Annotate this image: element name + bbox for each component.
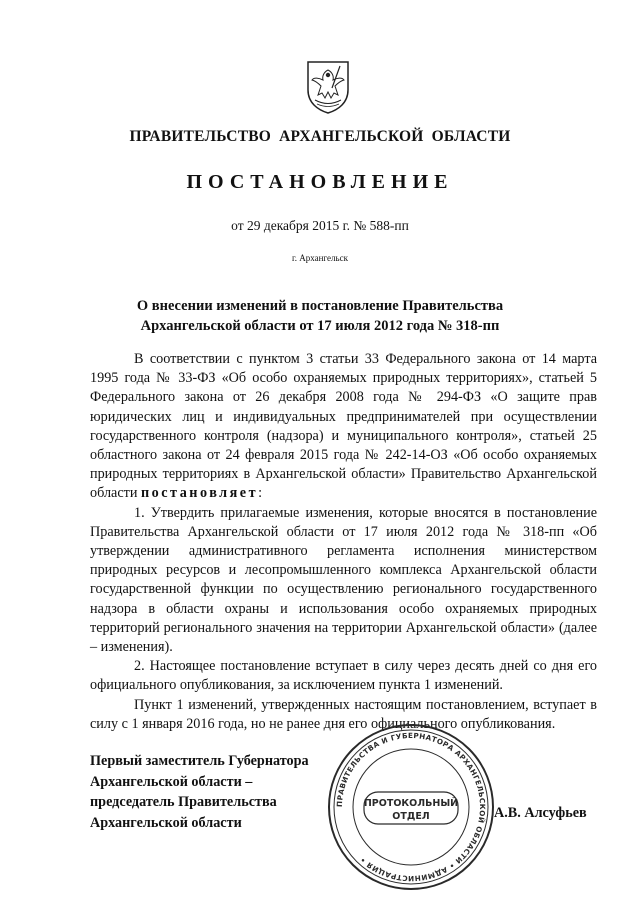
coat-of-arms-icon (305, 60, 351, 114)
stamp-center-line-2: ОТДЕЛ (392, 811, 430, 822)
decree-word: постановляет (140, 485, 259, 502)
document-type: ПОСТАНОВЛЕНИЕ (186, 171, 454, 193)
clause-2: 2. Настоящее постановление вступает в силу через десять дней со дня его официального опубликования, за исключением пункта 1 изменений. (90, 658, 597, 694)
decree-colon: : (258, 485, 263, 502)
stamp-ring-text: ПРАВИТЕЛЬСТВА И ГУБЕРНАТОРА АРХАНГЕЛЬСКОЙ ОБЛАСТИ • АДМИНИСТРАЦИЯ • (334, 730, 488, 884)
preamble-paragraph (90, 350, 597, 504)
official-stamp (326, 722, 496, 892)
document-body (90, 350, 597, 734)
date-number-line: от 29 декабря 2015 г. № 588-пп (231, 218, 409, 233)
signer-title-line-4: Архангельской области (90, 814, 242, 831)
organization-name: ПРАВИТЕЛЬСТВО АРХАНГЕЛЬСКОЙ ОБЛАСТИ (129, 128, 511, 145)
stamp-center-line-1: ПРОТОКОЛЬНЫЙ (363, 798, 459, 809)
document-subject (90, 296, 550, 336)
preamble-text: В соответствии с пунктом 3 статьи 33 Федерального закона от 14 марта 1995 года № 33-ФЗ «Об особо охраняемых природных территориях», статьей 5 Федерального закона от 26 декабря 2008 года № 294-ФЗ «О защите прав юридических лиц и индивидуальных предпринимателей при осуществлении государственного контроля (надзора) и муниципального контроля», статьей 25 областного закона от 24 февраля 2015 года № 242-14-ОЗ «Об особо охраняемых природных территориях в Архангельской области» Правительство Архангельской области (90, 351, 597, 502)
subject-line-2: Архангельской области от 17 июля 2012 года № 318-пп (140, 318, 500, 334)
signer-title (90, 751, 309, 833)
city-name: г. Архангельск (292, 253, 348, 263)
signer-title-line-1: Первый заместитель Губернатора (90, 753, 309, 769)
signer-title-line-2: Архангельской области – (90, 773, 253, 790)
signer-name: А.В. Алсуфьев (494, 805, 587, 821)
clause-2-note: Пункт 1 изменений, утвержденных настоящим постановлением, вступает в силу с 1 января 2016 года, но не ранее дня его официального опубликования. (90, 696, 597, 732)
clause-1: 1. Утвердить прилагаемые изменения, которые вносятся в постановление Правительства Архангельской области от 17 июля 2012 года № 318-пп «Об утверждении административного регламента исполнения министерством природных ресурсов и лесопромышленного комплекса Архангельской области государственной функции по осуществлению регионального государственного надзора в области охраны и использования особо охраняемых природных территорий регионального значения на территории Архангельской области» (далее – изменения). (90, 504, 597, 656)
subject-line-1: О внесении изменений в постановление Правительства (136, 298, 504, 314)
signer-title-line-3: председатель Правительства (90, 794, 277, 810)
